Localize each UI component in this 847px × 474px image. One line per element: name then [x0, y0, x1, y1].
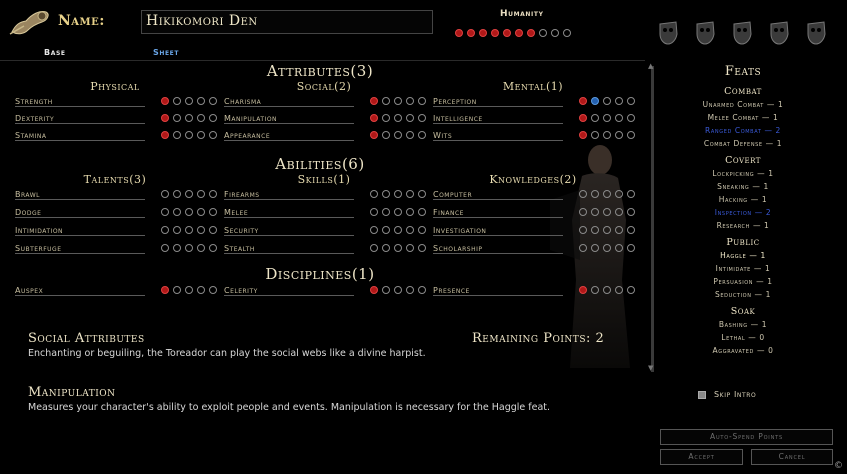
stat-dots — [161, 225, 221, 234]
stat-dot[interactable] — [173, 190, 181, 198]
stat-label: Firearms — [224, 190, 260, 199]
feat-item[interactable]: Aggravated — 0 — [712, 346, 774, 355]
stat-dots — [370, 130, 430, 139]
feat-item[interactable]: Persuasion — 1 — [713, 277, 773, 286]
stat-underline — [433, 123, 563, 124]
stat-dots — [579, 189, 639, 198]
feat-group-title: Public — [726, 237, 760, 248]
stat-dot[interactable] — [394, 114, 402, 122]
feats-scrollbar[interactable] — [651, 66, 654, 372]
stat-row — [15, 189, 225, 201]
stat-dot[interactable] — [394, 208, 402, 216]
stat-dot[interactable] — [579, 244, 587, 252]
stat-dot[interactable] — [173, 114, 181, 122]
stat-dot[interactable] — [615, 286, 623, 294]
stat-label: Appearance — [224, 131, 271, 140]
skip-intro-checkbox[interactable] — [698, 391, 706, 399]
scroll-up-arrow-icon[interactable]: ▲ — [648, 62, 654, 70]
discipline-row — [15, 285, 225, 297]
stat-dot[interactable] — [209, 226, 217, 234]
stat-dot[interactable] — [406, 244, 414, 252]
stat-dot[interactable] — [627, 226, 635, 234]
stat-dot[interactable] — [173, 226, 181, 234]
stat-row — [224, 96, 434, 108]
stat-label: Intelligence — [433, 114, 483, 123]
stat-dot[interactable] — [627, 114, 635, 122]
stat-dot[interactable] — [209, 208, 217, 216]
feat-item[interactable]: Lockpicking — 1 — [712, 169, 774, 178]
stat-dot[interactable] — [491, 29, 499, 37]
stat-dot[interactable] — [197, 190, 205, 198]
stat-dot[interactable] — [615, 114, 623, 122]
feat-item[interactable]: Sneaking — 1 — [717, 182, 769, 191]
feat-item[interactable]: Inspection — 2 — [714, 208, 772, 217]
feat-item[interactable]: Seduction — 1 — [715, 290, 771, 299]
disciplines-title: Disciplines(1) — [265, 265, 375, 283]
column-title: Social(2) — [296, 80, 352, 93]
stat-dots — [370, 96, 430, 105]
discipline-dots — [370, 285, 430, 294]
description-text-1: Enchanting or beguiling, the Toreador can play the social webs like a divine harpist. — [28, 348, 426, 359]
stat-underline — [433, 295, 563, 296]
stat-dot[interactable] — [406, 286, 414, 294]
mask-icons — [657, 20, 827, 50]
stat-dot[interactable] — [418, 131, 426, 139]
abilities-title: Abilities(6) — [275, 155, 365, 173]
stat-dot[interactable] — [406, 226, 414, 234]
stat-dot[interactable] — [394, 131, 402, 139]
description-title-1: Social Attributes — [28, 331, 145, 346]
stat-label: Manipulation — [224, 114, 278, 123]
stat-underline — [224, 199, 354, 200]
header-divider — [0, 60, 645, 61]
stat-dot[interactable] — [209, 286, 217, 294]
stat-underline — [15, 123, 145, 124]
stat-dot[interactable] — [197, 208, 205, 216]
stat-underline — [224, 106, 354, 107]
stat-label: Brawl — [15, 190, 40, 199]
stat-label: Intimidation — [15, 226, 64, 235]
stat-row — [433, 113, 643, 125]
stat-dot[interactable] — [591, 286, 599, 294]
stat-dot[interactable] — [185, 226, 193, 234]
remaining-points: Remaining Points: 2 — [472, 331, 605, 346]
stat-label: Strength — [15, 97, 53, 106]
stat-dot[interactable] — [479, 29, 487, 37]
stat-dot[interactable] — [185, 208, 193, 216]
discipline-label: Celerity — [224, 286, 258, 295]
stat-row — [433, 130, 643, 142]
stat-dot[interactable] — [161, 286, 169, 294]
stat-row — [433, 189, 643, 201]
stat-label: Melee — [224, 208, 249, 217]
discipline-row — [224, 285, 434, 297]
attributes-title: Attributes(3) — [266, 62, 374, 80]
stat-dot[interactable] — [579, 190, 587, 198]
stat-dot[interactable] — [161, 226, 169, 234]
stat-dot[interactable] — [627, 97, 635, 105]
stat-dot[interactable] — [503, 29, 511, 37]
stat-label: Wits — [433, 131, 453, 140]
stat-row — [15, 113, 225, 125]
stat-row — [224, 243, 434, 255]
stat-dots — [579, 130, 639, 139]
stat-dot[interactable] — [209, 131, 217, 139]
stat-label: Dexterity — [15, 114, 55, 123]
stat-dot[interactable] — [185, 131, 193, 139]
stat-row — [224, 189, 434, 201]
feat-item[interactable]: Lethal — 0 — [721, 333, 765, 342]
stat-dot[interactable] — [418, 286, 426, 294]
discipline-label: Auspex — [15, 286, 44, 295]
feat-group-title: Combat — [724, 86, 762, 97]
mask-icon — [731, 20, 753, 46]
stat-dot[interactable] — [603, 114, 611, 122]
stat-label: Stealth — [224, 244, 255, 253]
feat-item[interactable]: Melee Combat — 1 — [707, 113, 779, 122]
stat-underline — [224, 123, 354, 124]
tab-base[interactable]: Base — [44, 48, 66, 57]
stat-dot[interactable] — [197, 244, 205, 252]
skip-intro-label: Skip Intro — [714, 390, 757, 399]
stat-dots — [579, 207, 639, 216]
stat-underline — [433, 106, 563, 107]
auto-spend-points-button[interactable]: Auto-Spend Points — [660, 429, 833, 445]
mask-icon — [768, 20, 790, 46]
stat-dot[interactable] — [418, 114, 426, 122]
stat-dot[interactable] — [161, 114, 169, 122]
stat-underline — [224, 217, 354, 218]
stat-underline — [15, 253, 145, 254]
stat-dot[interactable] — [615, 97, 623, 105]
stat-dot[interactable] — [382, 190, 390, 198]
stat-underline — [224, 253, 354, 254]
stat-dot[interactable] — [382, 131, 390, 139]
stat-dot[interactable] — [627, 131, 635, 139]
stat-dot[interactable] — [394, 244, 402, 252]
stat-label: Computer — [433, 190, 473, 199]
stat-underline — [224, 295, 354, 296]
stat-underline — [15, 106, 145, 107]
stat-dot[interactable] — [515, 29, 523, 37]
feat-group-title: Covert — [725, 155, 761, 166]
discipline-dots — [161, 285, 221, 294]
feat-item[interactable]: Research — 1 — [716, 221, 770, 230]
stat-dot[interactable] — [197, 131, 205, 139]
column-title: Skills(1) — [297, 173, 351, 186]
stat-dots — [161, 113, 221, 122]
stat-dot[interactable] — [197, 226, 205, 234]
stat-dot[interactable] — [591, 97, 599, 105]
stat-dot[interactable] — [209, 97, 217, 105]
stat-dot[interactable] — [591, 244, 599, 252]
stat-dot[interactable] — [185, 97, 193, 105]
stat-dot[interactable] — [455, 29, 463, 37]
stat-dot[interactable] — [382, 114, 390, 122]
stat-row — [15, 225, 225, 237]
stat-dots — [161, 130, 221, 139]
stat-row — [15, 243, 225, 255]
stat-dot[interactable] — [615, 244, 623, 252]
stat-dot[interactable] — [615, 208, 623, 216]
stat-dot[interactable] — [579, 131, 587, 139]
discipline-row — [433, 285, 643, 297]
stat-dot[interactable] — [382, 97, 390, 105]
stat-dot[interactable] — [627, 244, 635, 252]
stat-underline — [433, 253, 563, 254]
stat-dots — [161, 207, 221, 216]
stat-dot[interactable] — [209, 114, 217, 122]
stat-underline — [15, 217, 145, 218]
stat-dot[interactable] — [173, 131, 181, 139]
stat-underline — [15, 295, 145, 296]
stat-underline — [224, 235, 354, 236]
stat-dot[interactable] — [209, 244, 217, 252]
stat-dot[interactable] — [209, 190, 217, 198]
stat-row — [433, 207, 643, 219]
cancel-button[interactable]: Cancel — [751, 449, 833, 465]
discipline-label: Presence — [433, 286, 470, 295]
column-title: Mental(1) — [502, 80, 564, 93]
column-title: Physical — [90, 80, 140, 93]
feat-item[interactable]: Ranged Combat — 2 — [705, 126, 781, 135]
stat-dot[interactable] — [579, 286, 587, 294]
stat-label: Perception — [433, 97, 477, 106]
description-text-2: Measures your character's ability to exploit people and events. Manipulation is necessary for the Haggle feat. — [28, 402, 551, 413]
stat-row — [15, 130, 225, 142]
stat-dot[interactable] — [370, 244, 378, 252]
stat-dot[interactable] — [603, 131, 611, 139]
stat-dot[interactable] — [615, 190, 623, 198]
stat-dot[interactable] — [627, 208, 635, 216]
stat-dot[interactable] — [161, 244, 169, 252]
stat-dot[interactable] — [370, 114, 378, 122]
stat-dots — [370, 243, 430, 252]
stat-label: Dodge — [15, 208, 42, 217]
stat-dot[interactable] — [418, 97, 426, 105]
stat-label: Finance — [433, 208, 464, 217]
mask-icon — [805, 20, 827, 46]
stat-label: Security — [224, 226, 259, 235]
column-title: Talents(3) — [83, 173, 147, 186]
feat-item[interactable]: Haggle — 1 — [720, 251, 766, 260]
description-title-2: Manipulation — [28, 385, 116, 400]
humanity-label: Humanity — [500, 9, 544, 19]
feat-item[interactable]: Bashing — 1 — [718, 320, 768, 329]
stat-dot[interactable] — [161, 190, 169, 198]
stat-dots — [579, 225, 639, 234]
stat-dot[interactable] — [406, 97, 414, 105]
copyright-icon: © — [834, 461, 843, 471]
stat-dot[interactable] — [579, 97, 587, 105]
stat-dot[interactable] — [527, 29, 535, 37]
stat-dot[interactable] — [197, 97, 205, 105]
stat-dot[interactable] — [563, 29, 571, 37]
stat-dot[interactable] — [603, 226, 611, 234]
stat-dot[interactable] — [579, 114, 587, 122]
stat-dots — [579, 243, 639, 252]
stat-dot[interactable] — [394, 226, 402, 234]
stat-dot[interactable] — [627, 190, 635, 198]
stat-dot[interactable] — [370, 286, 378, 294]
stat-row — [224, 225, 434, 237]
stat-row — [15, 96, 225, 108]
stat-dot[interactable] — [627, 286, 635, 294]
stat-dot[interactable] — [579, 208, 587, 216]
stat-dot[interactable] — [394, 286, 402, 294]
stat-dot[interactable] — [382, 244, 390, 252]
stat-dot[interactable] — [161, 131, 169, 139]
stat-dot[interactable] — [406, 208, 414, 216]
stat-dot[interactable] — [539, 29, 547, 37]
stat-dots — [161, 189, 221, 198]
stat-dots — [370, 207, 430, 216]
stat-label: Subterfuge — [15, 244, 62, 253]
feat-item[interactable]: Combat Defense — 1 — [703, 139, 783, 148]
stat-row — [224, 207, 434, 219]
stat-row — [433, 96, 643, 108]
stat-underline — [433, 199, 563, 200]
feat-group-title: Soak — [730, 306, 756, 317]
stat-dot[interactable] — [394, 190, 402, 198]
stat-dots — [161, 96, 221, 105]
accept-button[interactable]: Accept — [660, 449, 743, 465]
stat-dot[interactable] — [173, 244, 181, 252]
stat-label: Investigation — [433, 226, 487, 235]
mask-icon — [694, 20, 716, 46]
column-title: Knowledges(2) — [489, 173, 577, 186]
stat-underline — [433, 140, 563, 141]
stat-dot[interactable] — [173, 97, 181, 105]
stat-dot[interactable] — [185, 244, 193, 252]
tab-sheet[interactable]: Sheet — [153, 48, 180, 57]
stat-dot[interactable] — [603, 244, 611, 252]
character-name-field[interactable] — [141, 10, 433, 34]
feats-title: Feats — [724, 64, 762, 79]
stat-dot[interactable] — [603, 190, 611, 198]
character-name-value: Hikikomori Den — [146, 13, 258, 29]
stat-dot[interactable] — [161, 208, 169, 216]
stat-underline — [15, 140, 145, 141]
stat-dot[interactable] — [406, 114, 414, 122]
stat-dot[interactable] — [615, 226, 623, 234]
stat-dot[interactable] — [370, 226, 378, 234]
stat-dot[interactable] — [418, 244, 426, 252]
stat-dots — [161, 243, 221, 252]
stat-dot[interactable] — [591, 208, 599, 216]
feat-item[interactable]: Intimidate — 1 — [715, 264, 771, 273]
stat-dot[interactable] — [370, 208, 378, 216]
stat-dot[interactable] — [406, 131, 414, 139]
stat-underline — [15, 235, 145, 236]
stat-dots — [370, 113, 430, 122]
stat-dot[interactable] — [418, 208, 426, 216]
stat-dot[interactable] — [579, 226, 587, 234]
stat-row — [224, 113, 434, 125]
stat-dot[interactable] — [603, 97, 611, 105]
stat-label: Stamina — [15, 131, 47, 140]
discipline-dots — [579, 285, 639, 294]
stat-dot[interactable] — [370, 97, 378, 105]
stat-dot[interactable] — [370, 131, 378, 139]
stat-row — [15, 207, 225, 219]
stat-dot[interactable] — [591, 114, 599, 122]
stat-dot[interactable] — [173, 286, 181, 294]
stat-label: Scholarship — [433, 244, 483, 253]
feat-item[interactable]: Hacking — 1 — [718, 195, 768, 204]
stat-dot[interactable] — [185, 286, 193, 294]
stat-row — [224, 130, 434, 142]
stat-dot[interactable] — [406, 190, 414, 198]
stat-underline — [224, 140, 354, 141]
stat-dot[interactable] — [185, 114, 193, 122]
stat-dot[interactable] — [382, 208, 390, 216]
stat-dot[interactable] — [615, 131, 623, 139]
stat-row — [433, 243, 643, 255]
stat-underline — [433, 217, 563, 218]
stat-dots — [579, 113, 639, 122]
stat-underline — [15, 199, 145, 200]
stat-dots — [579, 96, 639, 105]
clan-logo — [6, 4, 56, 38]
stat-dot[interactable] — [185, 190, 193, 198]
scroll-down-arrow-icon[interactable]: ▼ — [648, 364, 654, 372]
stat-dot[interactable] — [591, 131, 599, 139]
stat-underline — [433, 235, 563, 236]
stat-dot[interactable] — [418, 190, 426, 198]
stat-dot[interactable] — [394, 97, 402, 105]
mask-icon — [657, 20, 679, 46]
humanity-meter — [455, 22, 575, 41]
stat-dot[interactable] — [382, 286, 390, 294]
stat-dot[interactable] — [161, 97, 169, 105]
stat-dot[interactable] — [603, 208, 611, 216]
stat-dot[interactable] — [197, 114, 205, 122]
stat-row — [433, 225, 643, 237]
stat-dot[interactable] — [603, 286, 611, 294]
stat-dots — [370, 189, 430, 198]
stat-dot[interactable] — [382, 226, 390, 234]
stat-label: Charisma — [224, 97, 262, 106]
stat-dot[interactable] — [418, 226, 426, 234]
name-label: Name: — [58, 13, 105, 29]
stat-dot[interactable] — [591, 226, 599, 234]
stat-dot[interactable] — [197, 286, 205, 294]
stat-dot[interactable] — [370, 190, 378, 198]
stat-dots — [370, 225, 430, 234]
stat-dot[interactable] — [551, 29, 559, 37]
stat-dot[interactable] — [173, 208, 181, 216]
feat-item[interactable]: Unarmed Combat — 1 — [702, 100, 784, 109]
stat-dot[interactable] — [591, 190, 599, 198]
stat-dot[interactable] — [467, 29, 475, 37]
